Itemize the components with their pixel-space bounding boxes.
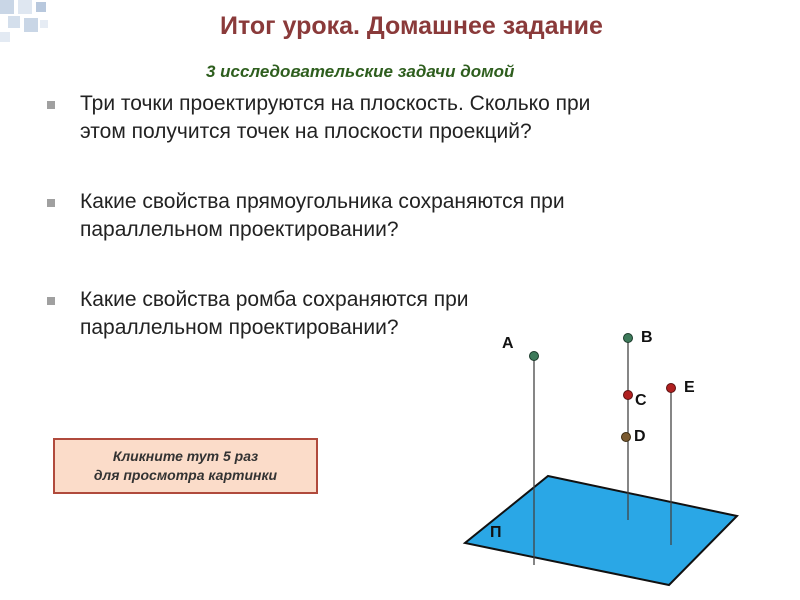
point-e-label: E	[684, 379, 695, 396]
point-c-label: C	[635, 392, 647, 409]
point-b-label: B	[641, 329, 653, 346]
point-d	[622, 433, 631, 442]
point-c	[624, 391, 633, 400]
point-b	[624, 334, 633, 343]
projection-plane	[465, 476, 737, 585]
question-1-line-1: Три точки проектируются на плоскость. Сколько при	[80, 92, 591, 115]
point-a	[530, 352, 539, 361]
point-a-label: A	[502, 335, 514, 352]
question-2-line-2: параллельном проектировании?	[80, 218, 399, 241]
question-1-line-2: этом получится точек на плоскости проекций?	[80, 120, 532, 143]
show-picture-button-line-2: для просмотра картинки	[93, 467, 278, 483]
plane-label: П	[490, 524, 502, 541]
point-d-label: D	[634, 428, 646, 445]
question-2-line-1: Какие свойства прямоугольника сохраняются при	[80, 190, 565, 213]
question-3-line-1: Какие свойства ромба сохраняются при	[80, 288, 469, 311]
slide-subtitle: 3 исследовательские задачи домой	[206, 62, 515, 81]
point-e	[667, 384, 676, 393]
show-picture-button-line-1: Кликните тут 5 раз	[112, 448, 259, 464]
question-3-line-2: параллельном проектировании?	[80, 316, 399, 339]
slide-title: Итог урока. Домашнее задание	[220, 12, 603, 40]
